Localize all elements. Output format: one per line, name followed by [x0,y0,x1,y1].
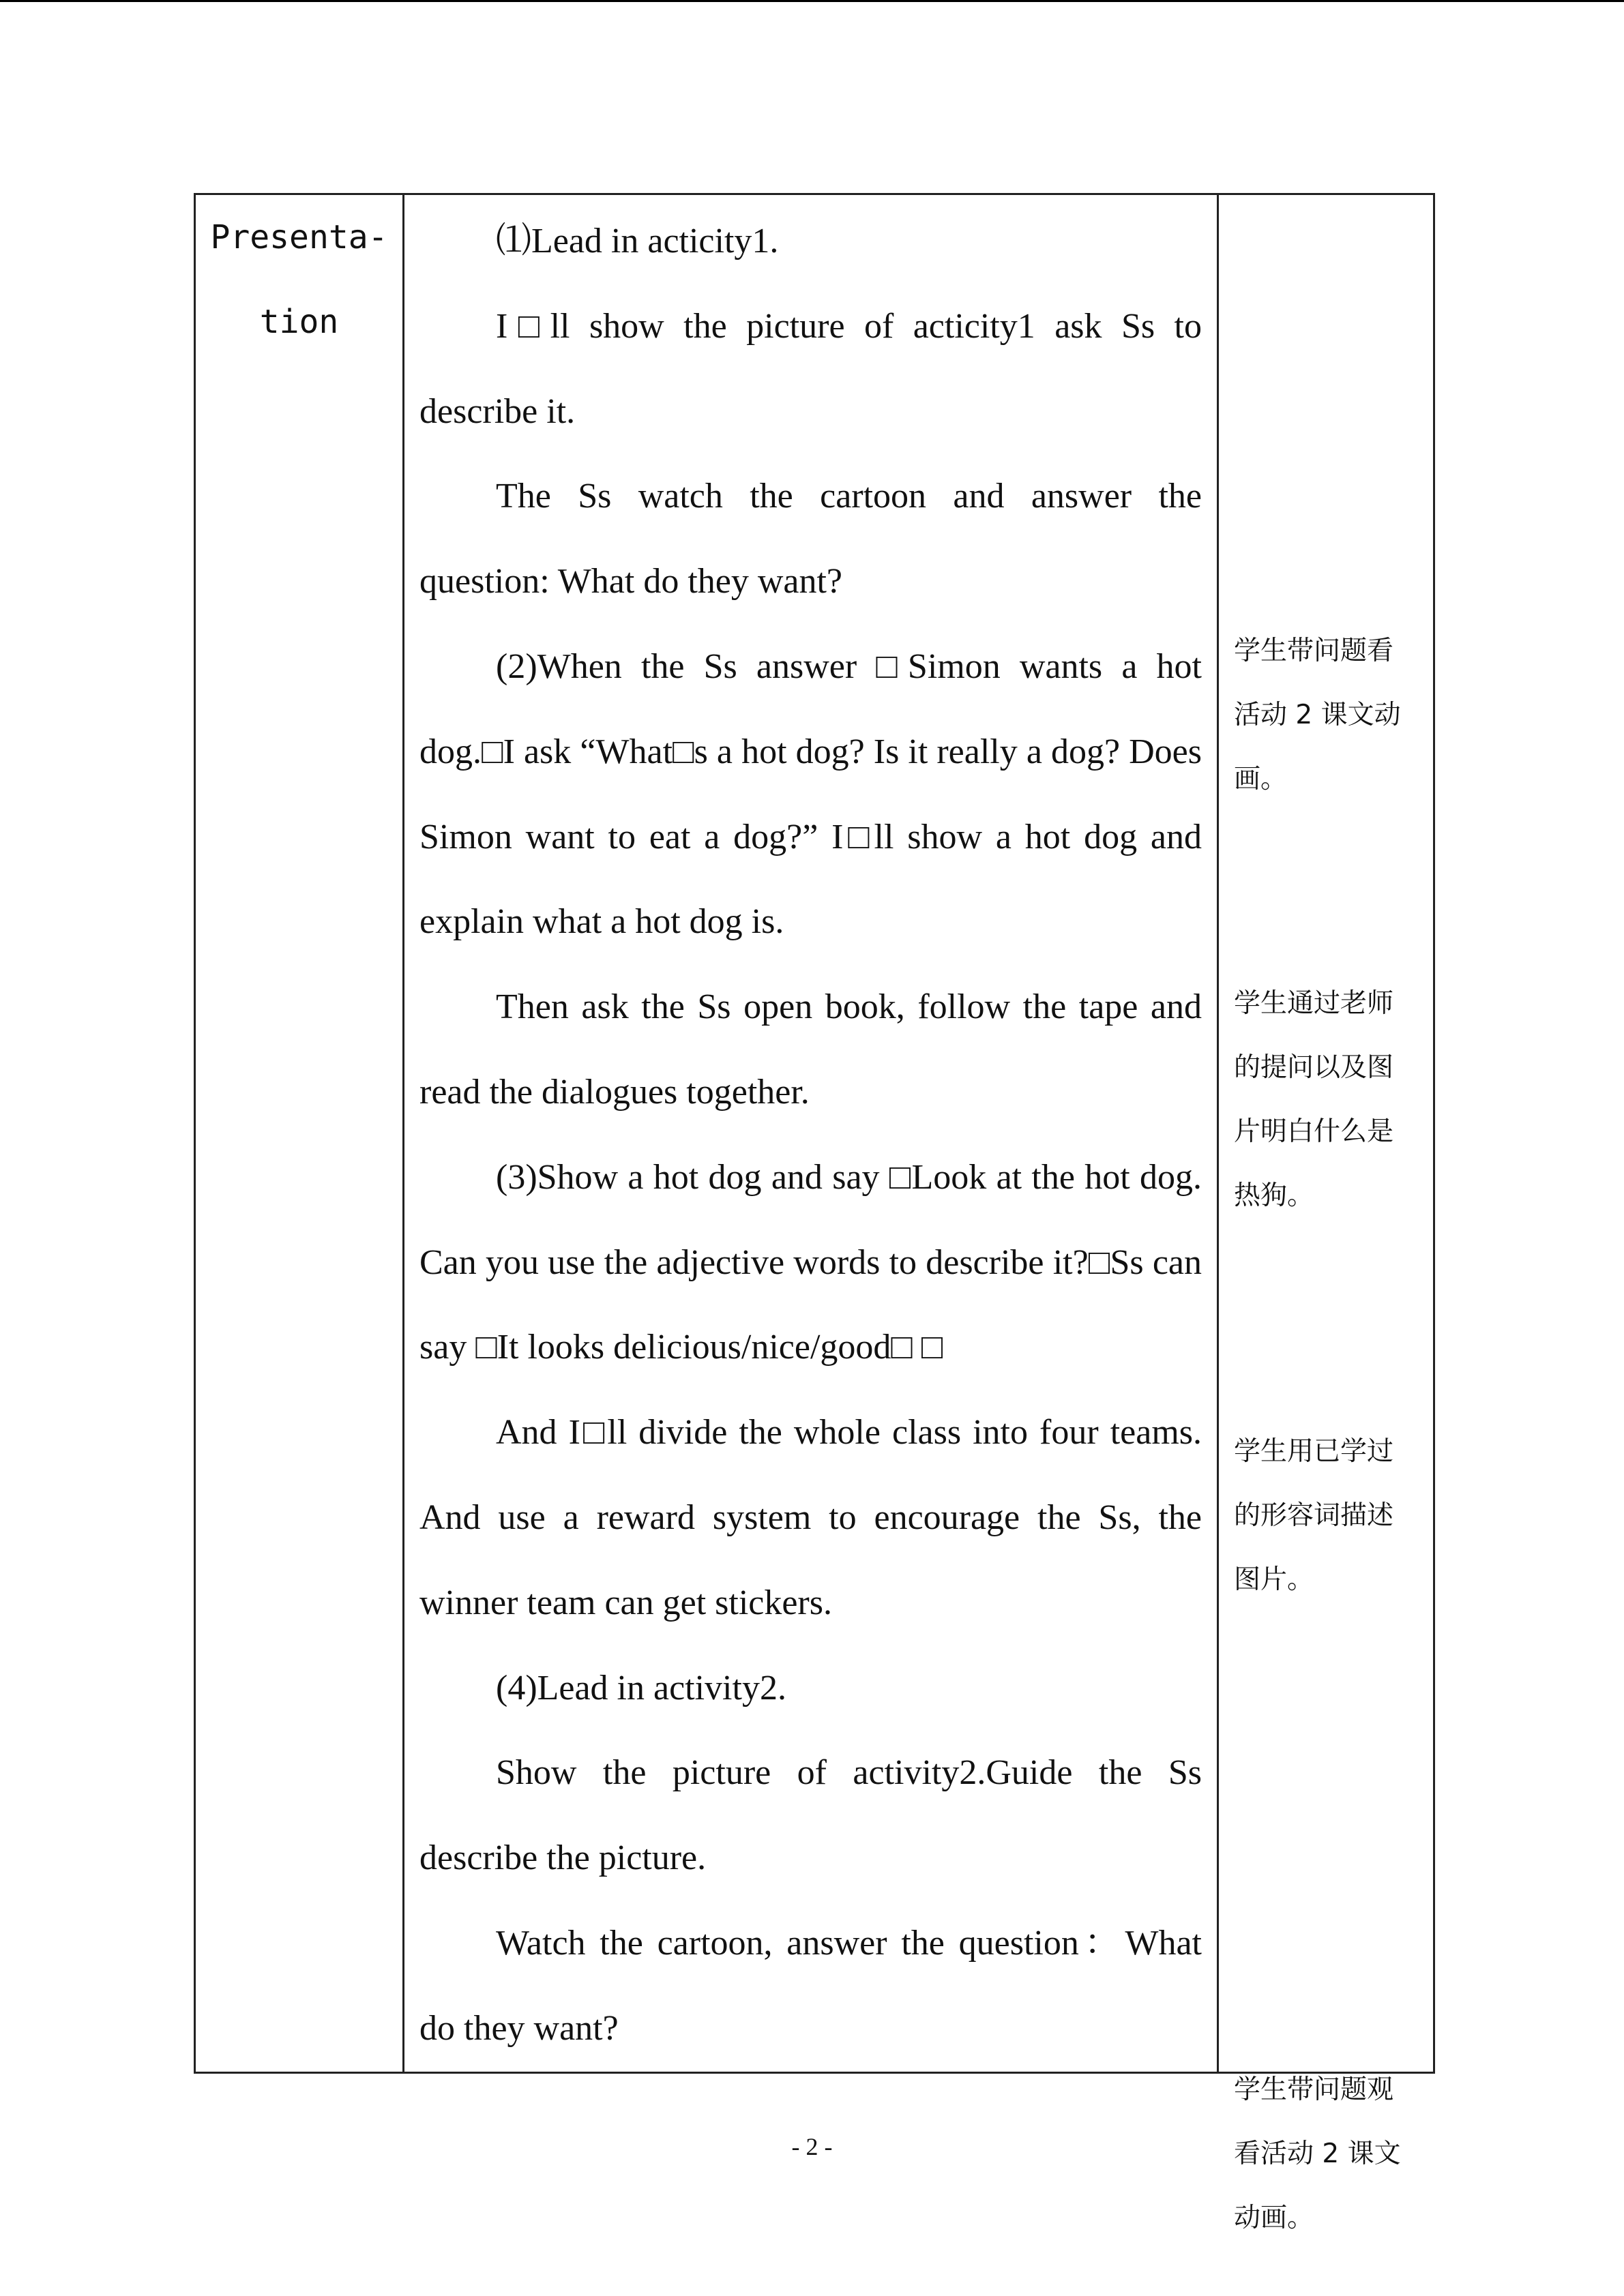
procedure-paragraph-10: Watch the cartoon, answer the question：What do they want? [419,1923,1202,2048]
note-3: 学生用已学过的形容词描述图片。 [1234,1436,1394,1595]
procedure-text [404,195,1217,2072]
procedure-paragraph-2: I□ll show the picture of acticity1 ask Ss to describe it. [419,306,1202,431]
procedure-paragraph-5: Then ask the Ss open book, follow the tape and read the dialogues together. [419,987,1202,1112]
procedure-paragraph-4: (2)When the Ss answer □Simon wants a hot dog.□I ask “What□s a hot dog? Is it really a dog? Does Simon want to eat a dog?” I□ll show a hot dog and explain what a hot dog is. [419,646,1202,942]
step-cell [195,194,404,2073]
page-number: - 2 - [791,2133,833,2160]
step-label [196,195,402,364]
procedure-paragraph-8: (4)Lead in activity2. [496,1668,786,1708]
lesson-plan-table [194,193,1435,2233]
note-2: 学生通过老师的提问以及图片明白什么是热狗。 [1234,988,1394,1211]
procedure-paragraph-6: (3)Show a hot dog and say □Look at the hot dog. Can you use the adjective words to describe it?□Ss can say □It looks delicious/nice/good□ □ [419,1157,1202,1367]
note-4: 学生带问题观看活动 2 课文动画。 [1234,2074,1401,2233]
notes-column [1219,195,1433,2233]
notes-cell [1218,194,1434,2233]
procedure-paragraph-9: Show the picture of activity2.Guide the Ss describe the picture. [419,1753,1202,1878]
procedure-paragraph-3: The Ss watch the cartoon and answer the question: What do they want? [419,477,1202,601]
step-label-line-2: tion [259,303,339,341]
note-1: 学生带问题看活动 2 课文动画。 [1234,636,1401,794]
presentation-row [195,194,1434,2073]
procedure-paragraph-1: ⑴Lead in acticity1. [496,222,779,260]
procedure-cell [404,194,1218,2073]
step-label-line-1: Presenta- [210,218,388,256]
procedure-paragraph-7: And I□ll divide the whole class into four teams. And use a reward system to encourage the Ss, the winner team can get stickers. [419,1413,1202,1622]
